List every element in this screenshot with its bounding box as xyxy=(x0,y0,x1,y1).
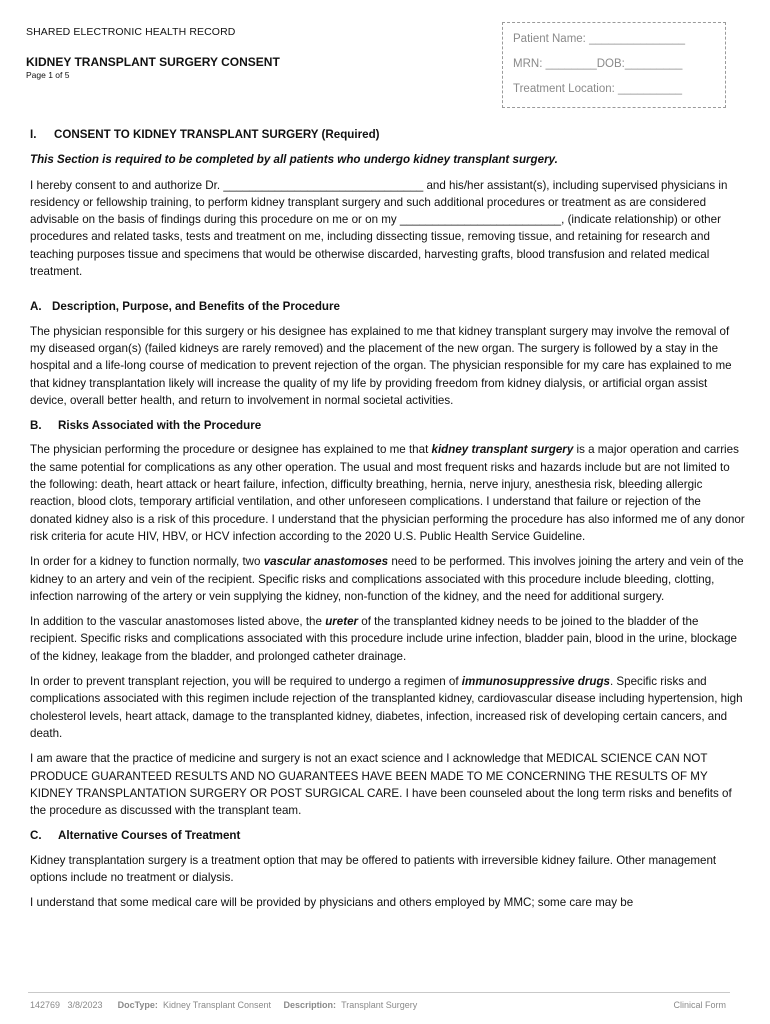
section-i-consent-paragraph: I hereby consent to and authorize Dr. _______________________________ and his/her assistant(s), including supervised physicians in residency or fellowship training, to perform kidney transplant surgery and such additional procedures or treatment as are considered advisable on the basis of findings during this procedure on me or on my _________________________, (indicate relationship) or other procedures and related tasks, tests and treatment on me, including dissecting tissue, removing tissue, and retaining for research and teaching purposes tissue and specimens that would be otherwise discarded, harvesting grafts, blood transfusion and related medical treatment. xyxy=(30,178,728,279)
footer-divider xyxy=(28,992,730,993)
section-b-heading xyxy=(30,417,745,434)
treatment-location-field[interactable]: Treatment Location: __________ xyxy=(513,83,683,95)
section-b-p4-emphasis: immunosuppressive drugs xyxy=(461,675,610,689)
section-b-p3-post: of the transplanted kidney needs to be joined to the bladder of the recipient. Specific risks and complications associated with this procedure include urine infection, bladder pain, blood in the urine, blockage of the kidney, leakage from the bladder, and prolonged catheter drainage. xyxy=(30,615,737,663)
page-footer xyxy=(30,1000,726,1010)
section-b-paragraph-5: I am aware that the practice of medicine and surgery is not an exact science and I acknowledge that MEDICAL SCIENCE CAN NOT PRODUCE GUARANTEED RESULTS AND NO GUARANTEES HAVE BEEN MADE TO ME CONCERNING THE RESULTS OF MY KIDNEY TRANSPLANTATION SURGERY OR POST SURGICAL CARE. I have been counseled about the long term risks and benefits of the procedure as discussed with the transplant team. xyxy=(30,752,732,818)
section-b-p3-emphasis: ureter xyxy=(325,615,359,629)
section-b-p1-emphasis: kidney transplant surgery xyxy=(431,443,574,457)
section-i-title: CONSENT TO KIDNEY TRANSPLANT SURGERY (Required) xyxy=(54,128,380,141)
section-a-paragraph: The physician responsible for this surgery or his designee has explained to me that kidney transplant surgery may involve the removal of my diseased organ(s) (failed kidneys are rarely removed) and the placement of the new organ. The surgery is followed by a stay in the hospital and a life-long course of medication to prevent rejection of the organ. The physician responsible for my care has explained to me that kidney transplantation likely will increase the quality of my life by providing freedom from kidney dialysis, or artificial organ assist device, overall better health, and return to involvement in normal societal activities. xyxy=(30,324,732,407)
footer-doctype: Kidney Transplant Consent xyxy=(162,1000,272,1010)
mrn-dob-field[interactable]: MRN: ________DOB:_________ xyxy=(513,58,683,70)
section-c-title: Alternative Courses of Treatment xyxy=(58,829,241,843)
section-b-p1-post: is a major operation and carries the same potential for complications as any other operation. The usual and most frequent risks and hazards include but are not limited to the following: death, heart attack or heart failure, infection, difficulty breathing, hernia, nerve injury, anesthesia risk, bleeding allergic reaction, blood clots, temporary artificial ventilation, and other unforeseen complications. I understand that failure or rejection of the donated kidney also is a risk of this procedure. I understand that the physician performing the procedure has also informed me of any donor risk criteria for acute HIV, HBV, or HCV infection according to the 2020 U.S. Public Health Service Guideline. xyxy=(30,443,745,543)
section-b-p1-pre: The physician performing the procedure or designee has explained to me that xyxy=(30,443,432,457)
footer-form-type: Clinical Form xyxy=(673,1000,726,1010)
section-b-p2-emphasis: vascular anastomoses xyxy=(263,555,389,569)
section-c-paragraph-1: Kidney transplantation surgery is a treatment option that may be offered to patients with irreversible kidney failure. Other management options include no treatment or dialysis. xyxy=(30,853,717,884)
footer-doctype-label: DocType: xyxy=(117,1000,158,1010)
section-i-note: This Section is required to be completed by all patients who undergo kidney transplant surgery. xyxy=(30,153,558,167)
page-number: Page 1 of 5 xyxy=(26,70,70,80)
section-i-heading xyxy=(30,126,745,143)
section-c-paragraph-2: I understand that some medical care will be provided by physicians and others employed by MMC; some care may be xyxy=(30,896,634,910)
section-b-number: B. xyxy=(30,419,42,433)
document-body xyxy=(30,126,745,920)
section-b-title: Risks Associated with the Procedure xyxy=(58,419,262,433)
section-i-number: I. xyxy=(30,128,37,141)
patient-name-field[interactable]: Patient Name: _______________ xyxy=(513,33,686,45)
section-c-number: C. xyxy=(30,829,42,843)
section-b-p2-post: need to be performed. This involves joining the artery and vein of the kidney to an artery and vein of the recipient. Specific risks and complications associated with this procedure include bleeding, clotting, infection narrowing of the artery or vein supplying the kidney, non-function of the kidney, and the need for additional surgery. xyxy=(30,555,744,603)
footer-id-date: 142769 3/8/2023 xyxy=(30,1000,103,1010)
section-b-p2-pre: In order for a kidney to function normally, two xyxy=(30,555,264,569)
section-b-p3-pre: In addition to the vascular anastomoses listed above, the xyxy=(30,615,326,629)
section-b-p4-pre: In order to prevent transplant rejection, you will be required to undergo a regimen of xyxy=(30,675,462,689)
section-c-heading xyxy=(30,827,745,844)
section-b-p4-post: . Specific risks and complications associated with this regimen include rejection of the transplanted kidney, cardiovascular disease including hypertension, high cholesterol levels, heart attack, damage to the transplanted kidney, diabetes, infection, increased risk of developing certain cancers, and death. xyxy=(30,675,743,740)
section-a-heading xyxy=(30,298,745,315)
section-b-paragraph-1 xyxy=(30,441,745,545)
section-b-paragraph-2 xyxy=(30,553,745,605)
patient-info-box xyxy=(502,22,726,108)
section-a-title: Description, Purpose, and Benefits of the Procedure xyxy=(52,300,340,314)
document-title: KIDNEY TRANSPLANT SURGERY CONSENT xyxy=(26,55,280,69)
footer-description-label: Description: xyxy=(283,1000,337,1010)
section-a-number: A. xyxy=(30,300,42,314)
section-b-paragraph-4 xyxy=(30,673,745,742)
record-system-label: SHARED ELECTRONIC HEALTH RECORD xyxy=(26,26,236,38)
footer-description: Transplant Surgery xyxy=(341,1000,418,1010)
section-b-paragraph-3 xyxy=(30,613,745,665)
